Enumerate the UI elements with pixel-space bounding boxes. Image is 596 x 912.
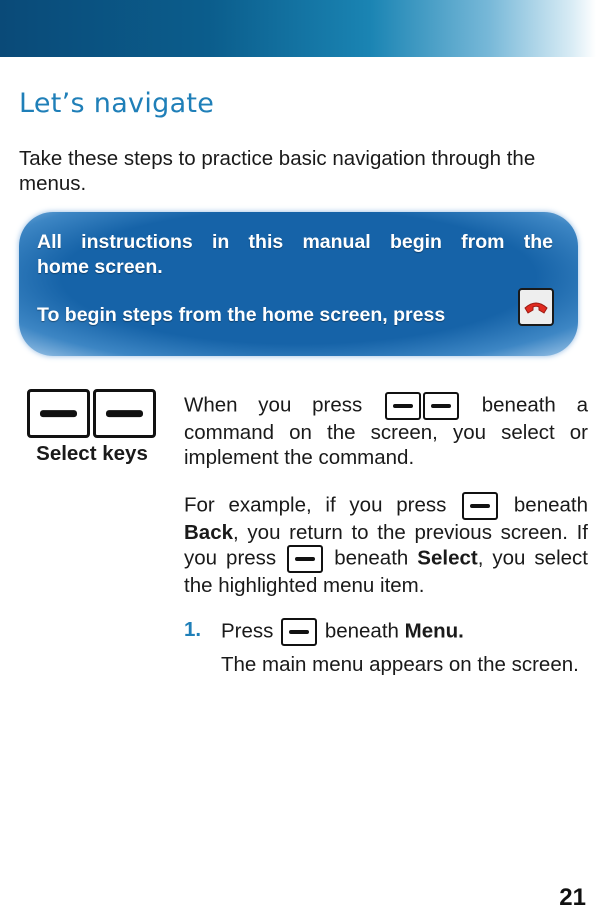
right-softkey-icon [423,392,459,420]
step-result: The main menu appears on the screen. [221,653,579,676]
select-keys-label: Select keys [36,442,148,465]
step-text-b: beneath [324,619,399,643]
select-keys-icon [27,389,157,438]
page-heading: Let’s navigate [19,88,215,119]
intro-text: Take these steps to practice basic navigation through the menus. [19,147,536,195]
back-label: Back [184,521,234,544]
note-line-1: All instructions in this manual begin from the [37,231,553,253]
step-number: 1. [184,618,202,641]
para1-text-a: When you press [184,393,363,417]
para2-text-c: , you return to the previous screen. If you press [184,521,588,570]
paragraph-select [184,392,588,470]
note-line-2: home screen. [37,256,163,278]
step-text-a: Press [221,619,274,643]
select-label: Select [417,546,478,570]
menu-label: Menu. [404,619,464,643]
right-softkey-icon [462,492,498,520]
header-banner [0,0,596,57]
end-call-key-icon [518,288,554,326]
paragraph-example [184,492,588,598]
para2-text-e: , you select the highlighted menu item. [184,546,588,598]
para2-text-a: For example, if you press [184,493,447,517]
para2-text-d: beneath [334,546,409,570]
page-number: 21 [559,884,586,911]
note-line-3: To begin steps from the home screen, press [37,304,446,326]
left-softkey-icon [27,389,90,438]
step-instruction [221,618,588,646]
left-softkey-icon [281,618,317,646]
para1-text-b: beneath a command on the screen, you select or implement the command. [184,393,588,470]
left-softkey-icon [287,545,323,573]
para2-text-b: beneath [513,493,589,517]
right-softkey-icon [93,389,156,438]
left-softkey-icon [385,392,421,420]
